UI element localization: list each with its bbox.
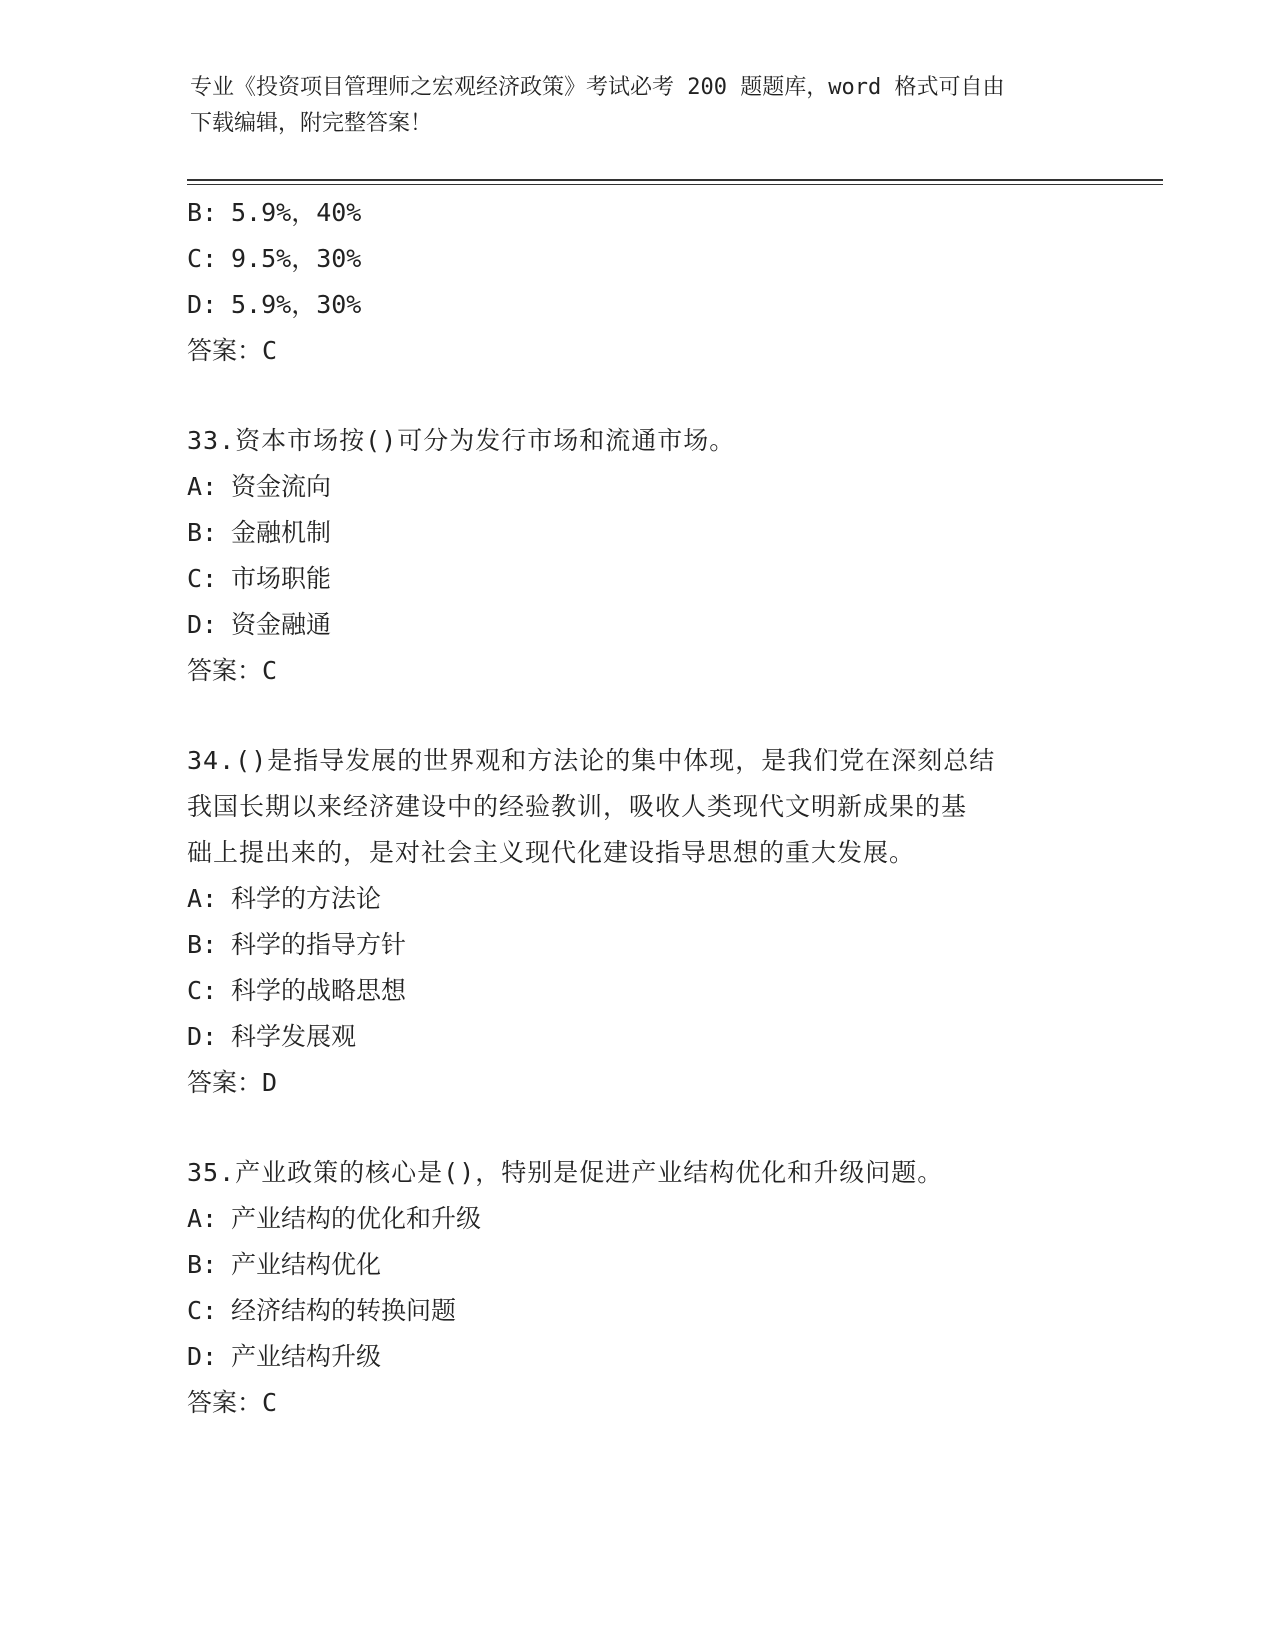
question-32-continuation bbox=[187, 190, 1087, 374]
header-line-1: 专业《投资项目管理师之宏观经济政策》考试必考 200 题题库，word 格式可自由 bbox=[190, 75, 1005, 100]
option-text: 科学的方法论 bbox=[231, 884, 382, 913]
answer-line: 答案：C bbox=[187, 336, 278, 365]
option-text: 科学的指导方针 bbox=[231, 930, 407, 959]
option-c: C: 经济结构的转换问题 bbox=[187, 1296, 457, 1325]
option-text: 市场职能 bbox=[231, 564, 332, 593]
option-a: A: 科学的方法论 bbox=[187, 884, 382, 913]
option-text: 9.5%，30% bbox=[231, 244, 362, 273]
answer-line: 答案：D bbox=[187, 1068, 278, 1097]
option-b: B: 产业结构优化 bbox=[187, 1250, 382, 1279]
option-d: D: 5.9%，30% bbox=[187, 290, 362, 319]
option-text: 产业结构优化 bbox=[231, 1250, 382, 1279]
option-a: A: 产业结构的优化和升级 bbox=[187, 1204, 482, 1233]
question-stem-line-1: 34.()是指导发展的世界观和方法论的集中体现，是我们党在深刻总结 bbox=[187, 746, 996, 775]
question-35 bbox=[187, 1150, 1087, 1426]
question-stem-line-2: 我国长期以来经济建设中的经验教训，吸收人类现代文明新成果的基 bbox=[187, 792, 968, 821]
header-rule-thick bbox=[187, 179, 1163, 181]
answer-line: 答案：C bbox=[187, 656, 278, 685]
option-d: D: 科学发展观 bbox=[187, 1022, 357, 1051]
option-c: C: 9.5%，30% bbox=[187, 244, 362, 273]
option-b: B: 科学的指导方针 bbox=[187, 930, 407, 959]
option-text: 产业结构的优化和升级 bbox=[231, 1204, 482, 1233]
option-text: 科学的战略思想 bbox=[231, 976, 407, 1005]
header-line-2: 下载编辑，附完整答案！ bbox=[190, 111, 433, 136]
question-stem-line-3: 础上提出来的，是对社会主义现代化建设指导思想的重大发展。 bbox=[187, 838, 916, 867]
option-b: B: 金融机制 bbox=[187, 518, 332, 547]
option-text: 科学发展观 bbox=[231, 1022, 357, 1051]
option-b: B: 5.9%，40% bbox=[187, 198, 362, 227]
header-rule-thin bbox=[187, 184, 1163, 185]
option-c: C: 市场职能 bbox=[187, 564, 332, 593]
question-stem: 33.资本市场按()可分为发行市场和流通市场。 bbox=[187, 426, 736, 455]
option-text: 5.9%，30% bbox=[231, 290, 362, 319]
option-text: 资金融通 bbox=[231, 610, 332, 639]
question-stem: 35.产业政策的核心是()，特别是促进产业结构优化和升级问题。 bbox=[187, 1158, 944, 1187]
document-header bbox=[190, 70, 1090, 142]
answer-line: 答案：C bbox=[187, 1388, 278, 1417]
question-content bbox=[187, 190, 1087, 1426]
option-text: 经济结构的转换问题 bbox=[231, 1296, 457, 1325]
option-a: A: 资金流向 bbox=[187, 472, 332, 501]
question-34 bbox=[187, 738, 1087, 1106]
option-text: 产业结构升级 bbox=[231, 1342, 382, 1371]
option-d: D: 产业结构升级 bbox=[187, 1342, 382, 1371]
question-33 bbox=[187, 418, 1087, 694]
option-c: C: 科学的战略思想 bbox=[187, 976, 407, 1005]
option-text: 金融机制 bbox=[231, 518, 332, 547]
option-text: 5.9%，40% bbox=[231, 198, 362, 227]
option-text: 资金流向 bbox=[231, 472, 332, 501]
option-d: D: 资金融通 bbox=[187, 610, 332, 639]
